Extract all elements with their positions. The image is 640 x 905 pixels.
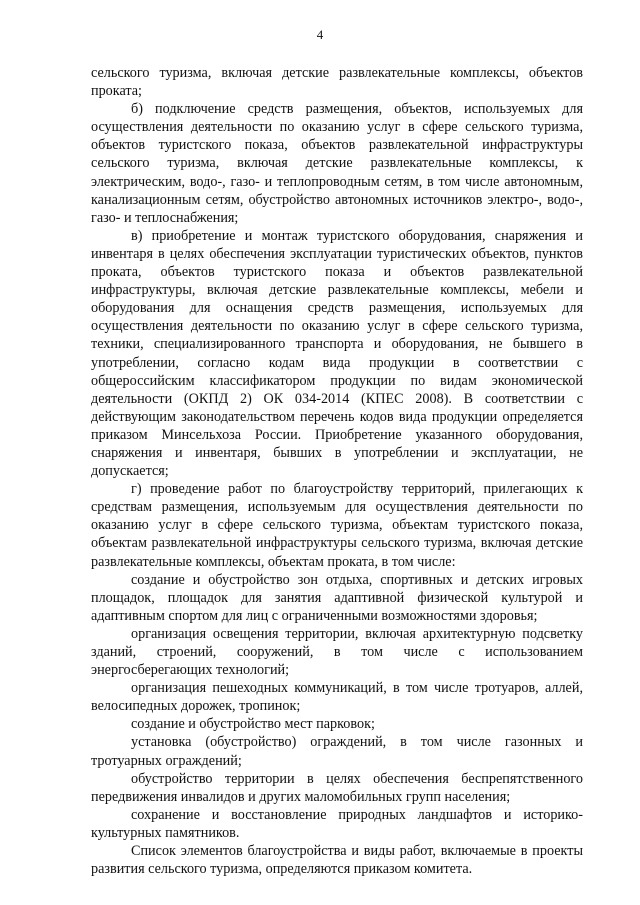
paragraph-continuation: сельского туризма, включая детские развлекательные комплексы, объектов проката; bbox=[91, 65, 583, 100]
paragraph-item-b: б) подключение средств размещения, объектов, используемых для осуществления деятельности по оказанию услуг в сфере сельского туризма, объектов туристского показа, объектов развлекательной инфраструктуры сельского туризма, включая детские развлекательные комплексы, к электрическим, водо-, газо- и теплопроводным сетям, в том числе автономным, канализационным сетям, обустройство автономных источников электро-, водо-, газо- и теплоснабжения; bbox=[91, 101, 583, 226]
paragraph-item-v: в) приобретение и монтаж туристского оборудования, снаряжения и инвентаря в целях обеспечения эксплуатации туристических объектов, пунктов проката, объектов туристского показа и объектов развлекательной инфраструктуры, включая детские развлекательные комплексы, мебели и оборудования для оснащения средств размещения, используемых для осуществления деятельности по оказанию услуг в сфере сельского туризма, техники, специализированного транспорта и оборудования, не бывшего в употреблении, согласно кодам вида продукции в соответствии с общероссийским классификатором продукции по видам экономической деятельности (ОКПД 2) ОК 034-2014 (КПЕС 2008). В соответствии с действующим законодательством перечень кодов вида продукции определяется приказом Минсельхоза России. Приобретение указанного оборудования, снаряжения и инвентаря, бывших в употреблении и эксплуатации, не допускается; bbox=[91, 227, 583, 480]
page-number: 4 bbox=[316, 27, 324, 42]
paragraph-item-g: г) проведение работ по благоустройству территорий, прилегающих к средствам размещения, используемым для осуществления деятельности по оказанию услуг в сфере сельского туризма, объектам туристского показа, объектам развлекательной инфраструктуры сельского туризма, включая детские развлекательные комплексы, объектам проката, в том числе: bbox=[91, 481, 583, 570]
paragraph-subitem-accessibility: обустройство территории в целях обеспечения беспрепятственного передвижения инвалидов и других маломобильных групп населения; bbox=[91, 770, 583, 805]
paragraph-closing: Список элементов благоустройства и виды работ, включаемые в проекты развития сельского туризма, определяются приказом комитета. bbox=[91, 843, 583, 878]
paragraph-subitem-fencing: установка (обустройство) ограждений, в том числе газонных и тротуарных ограждений; bbox=[91, 734, 583, 769]
document-body bbox=[91, 64, 583, 878]
paragraph-subitem-lighting: организация освещения территории, включая архитектурную подсветку зданий, строений, сооружений, в том числе с использованием энергосберегающих технологий; bbox=[91, 625, 583, 679]
paragraph-subitem-parking: создание и обустройство мест парковок; bbox=[131, 716, 375, 733]
paragraph-subitem-pedestrian: организация пешеходных коммуникаций, в том числе тротуаров, аллей, велосипедных дорожек, тропинок; bbox=[91, 680, 583, 715]
paragraph-subitem-recreation-zones: создание и обустройство зон отдыха, спортивных и детских игровых площадок, площадок для занятия адаптивной физической культурой и адаптивным спортом для лиц с ограниченными возможностями здоровья; bbox=[91, 571, 583, 624]
paragraph-subitem-landscapes: сохранение и восстановление природных ландшафтов и историко-культурных памятников. bbox=[91, 806, 583, 841]
